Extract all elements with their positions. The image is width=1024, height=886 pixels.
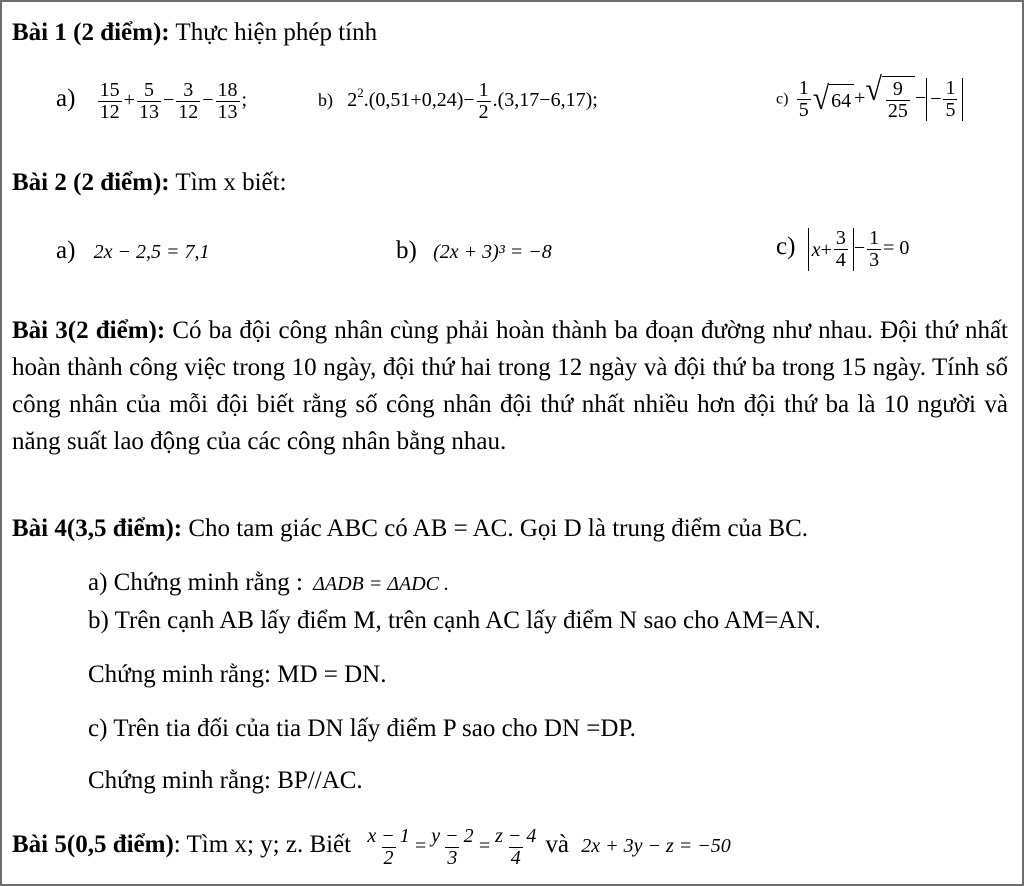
bai2-a-label: a)	[56, 237, 76, 264]
bai4-heading	[12, 516, 808, 541]
bai4-b: b) Trên cạnh AB lấy điểm M, trên cạnh AC lấy điểm N sao cho AM=AN.	[88, 607, 821, 634]
bai5-and: và	[545, 831, 569, 859]
bai1-c-label: c)	[776, 90, 789, 108]
bai4-c-proof: Chứng minh rằng: BP//AC.	[88, 767, 363, 794]
bai1-b	[318, 80, 598, 123]
bai1-a	[56, 80, 247, 123]
bai1-text: Thực hiện phép tính	[169, 19, 378, 46]
bai4-text: Cho tam giác ABC có AB = AC. Gọi D là trung điểm của BC.	[182, 515, 808, 542]
bai5-text: : Tìm x; y; z. Biết	[173, 831, 352, 859]
bai2-title: Bài 2 (2 điểm):	[12, 169, 170, 196]
bai3-title: Bài 3(2 điểm):	[12, 317, 166, 344]
bai4-a-math: ΔADB = ΔADC .	[313, 573, 450, 595]
bai3-paragraph	[12, 312, 1008, 460]
bai1-b-expr: $2^2.(0,51+0,24)-$ $\frac{1}{2}$ .(3,17−6,17);	[347, 79, 598, 123]
bai2-c-label: c)	[776, 233, 796, 261]
bai2-b	[396, 238, 552, 263]
bai2-b-expr: (2x + 3)³ = −8	[433, 241, 552, 263]
bai1-a-label: a)	[56, 85, 76, 113]
bai1-b-label: b)	[318, 90, 333, 111]
bai5-expr: 2x + 3y − z = −50	[581, 835, 731, 858]
bai2-c	[776, 228, 909, 271]
bai4-c: c) Trên tia đối của tia DN lấy điểm P sao cho DN =DP.	[88, 715, 636, 742]
bai1-c	[776, 71, 963, 122]
bai1-heading	[12, 20, 377, 45]
bai2-c-expr: x + $\frac{3}{4}$ − $\frac{1}{3}$ = 0	[808, 237, 910, 259]
bai4-b-proof: Chứng minh rằng: MD = DN.	[88, 661, 387, 688]
bai3-text: Có ba đội công nhân cùng phải hoàn thành ba đoạn đường như nhau. Đội thứ nhất hoàn thành công việc trong 10 ngày, đội thứ hai trong 12 ngày và đội thứ ba trong 15 ngày. Tính số công nhân của mỗi đội biết rằng số công nhân đội thứ nhất nhiều hơn đội thứ ba là 10 người và năng suất lao động của các công nhân bằng nhau.	[12, 317, 1008, 455]
bai2-a-expr: 2x − 2,5 = 7,1	[93, 241, 210, 263]
bai1-title: Bài 1 (2 điểm):	[12, 19, 170, 46]
bai2-a	[56, 238, 210, 263]
bai4-a-text: a) Chứng minh rằng :	[88, 569, 303, 596]
bai4-a	[88, 570, 449, 595]
bai5-title: Bài 5(0,5 điểm)	[12, 831, 174, 859]
bai1-a-expr: $\frac{15}{12}$ + $\frac{5}{13}$ − $\frac{3}{12}$ − $\frac{18}{13}$ ;	[99, 79, 248, 123]
bai5-ratio: $\frac{x - 1}{2}$ = $\frac{y - 2}{3}$ = $\frac{z - 4}{4}$	[367, 825, 537, 869]
bai4-title: Bài 4(3,5 điểm):	[12, 515, 183, 542]
bai1-c-expr: $\frac{1}{5}$ √ 64 + √ $\frac{9}{25}$ − − $\frac{1}{5}$	[795, 87, 964, 109]
bai2-b-label: b)	[396, 237, 417, 264]
bai2-text: Tìm x biết:	[169, 169, 287, 196]
bai5-line	[12, 826, 731, 869]
bai2-heading	[12, 170, 287, 195]
